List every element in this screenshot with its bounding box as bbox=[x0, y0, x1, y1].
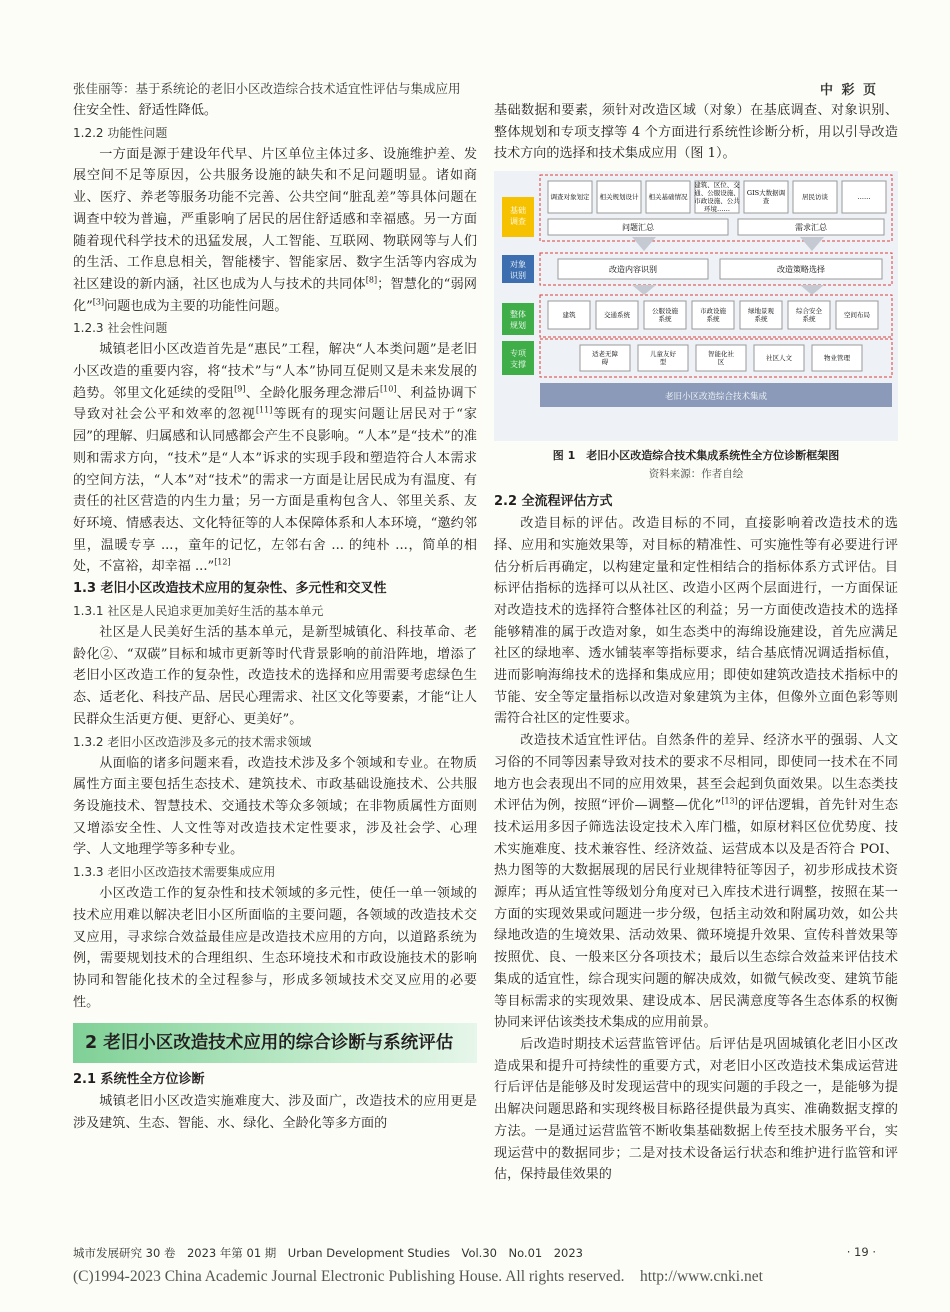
plan-item-text: 绿地景观系统 bbox=[748, 307, 774, 324]
figure-source: 资料来源：作者自绘 bbox=[648, 468, 744, 481]
subsection-heading-1-3-1: 1.3.1 社区是人民追求更加美好生活的基本单元 bbox=[73, 604, 324, 619]
paragraph: 社区是人民美好生活的基本单元，是新型城镇化、科技革命、老龄化②、“双碳”目标和城市更新等时代背景影响的前沿阵地，增添了老旧小区改造工作的复杂性，改造技术的选择和应用需要考虑绿色生态、适老化、科技产品、居民心理需求、社区文化等要素，才能“让人民群众生活更方便、更舒心、更美好”。 bbox=[73, 625, 477, 727]
citation[interactable]: [13] bbox=[721, 796, 738, 806]
paragraph: 基础数据和要素，须针对改造区域（对象）在基底调查、对象识别、整体规划和专项支撑等 4 个方面进行系统性诊断分析，用以引导改造技术方向的选择和技术集成应用（图 1）。 bbox=[494, 103, 898, 162]
paragraph: 从面临的诸多问题来看，改造技术涉及多个领域和专业。在物质属性方面主要包括生态技术、建筑技术、市政基础设施技术、公共服务设施技术、智慧技术、交通技术等众多领域；在非物质属性方面则又增添安全性、人文性等对改造技术定性要求，涉及社会学、心理学、人文地理学等多种专业。 bbox=[73, 755, 477, 858]
paragraph-functional: 一方面是源于建设年代早、片区单位主体过多、设施维护差、发展空间不足等原因，公共服务设施的缺失和不足问题明显。诸如商业、医疗、养老等服务功能不完善、公共空间“脏乱差”等具体问题在调查中较为普遍，严重影响了居民的居住舒适感和幸福感。另一方面随着现代科学技术的迅猛发展，人工智能、互联网、物联网等与人们的生活、工作息息相关，智能楼宇、智能家居、数字生活等内容成为社区建设的新内涵，社区也成为人与技术的共同体[8]；智慧化的“弱网化”[3]问题也成为主要的功能性问题。 bbox=[73, 146, 477, 314]
left-column bbox=[73, 100, 477, 1135]
plan-item-text: 综合安全系统 bbox=[796, 307, 822, 324]
citation[interactable]: [8] bbox=[365, 275, 378, 285]
integration-bar-text: 老旧小区改造综合技术集成 bbox=[664, 392, 768, 403]
citation[interactable]: [12] bbox=[214, 558, 231, 567]
plan-item-text: 市政设施系统 bbox=[700, 307, 726, 324]
section-heading-2-2: 2.2 全流程评估方式 bbox=[494, 494, 613, 510]
support-item-text: 儿童友好型 bbox=[650, 350, 676, 367]
plan-boxes bbox=[548, 301, 878, 329]
support-item-text: 社区人文 bbox=[766, 354, 792, 363]
right-column bbox=[494, 100, 898, 1186]
paragraph: 住安全性、舒适性降低。 bbox=[73, 103, 218, 118]
survey-item-text: …… bbox=[857, 193, 871, 202]
content-identify-text: 改造内容识别 bbox=[609, 265, 657, 275]
citation[interactable]: [10] bbox=[380, 384, 397, 394]
paragraph: 城镇老旧小区改造实施难度大、涉及面广，改造技术的应用更是涉及建筑、生态、智能、水、绿化、全龄化等多方面的 bbox=[73, 1094, 477, 1132]
demand-summary-text: 需求汇总 bbox=[795, 223, 827, 233]
figure-caption: 图 1 老旧小区改造综合技术集成系统性全方位诊断框架图 bbox=[552, 449, 840, 463]
citation[interactable]: [3] bbox=[92, 297, 105, 307]
plan-item-text: 空间布局 bbox=[844, 311, 870, 320]
section-heading-1-3: 1.3 老旧小区改造技术应用的复杂性、多元性和交叉性 bbox=[73, 581, 387, 597]
copyright-line[interactable]: (C)1994-2023 China Academic Journal Electronic Publishing House. All rights reserved. http://www.cnki.net bbox=[73, 1268, 763, 1285]
survey-boxes bbox=[548, 180, 886, 213]
figure-1-diagram bbox=[494, 171, 898, 441]
plan-item-text: 交通系统 bbox=[604, 311, 630, 320]
row-label-survey-text: 基础调查 bbox=[510, 206, 526, 227]
row-label-support bbox=[502, 341, 534, 375]
section-tag: 中 彩 页 bbox=[819, 83, 878, 98]
subsection-heading-1-3-2: 1.3.2 老旧小区改造涉及多元的技术需求领域 bbox=[73, 734, 312, 749]
survey-item-text: GIS大数据调查 bbox=[746, 189, 786, 206]
support-item-text: 智能化社区 bbox=[708, 350, 734, 367]
citation[interactable]: [9] bbox=[234, 384, 246, 394]
survey-item-text: 相关规划设计 bbox=[599, 193, 639, 202]
row-label-support-text: 专项支撑 bbox=[510, 349, 526, 370]
row-label-identify-text: 对象识别 bbox=[510, 260, 526, 281]
survey-item-text: 调查对象划定 bbox=[550, 193, 590, 202]
plan-item-text: 建筑 bbox=[562, 311, 576, 320]
plan-item-text: 公服设施系统 bbox=[652, 307, 678, 324]
paragraph: 后改造时期技术运营监管评估。后评估是巩固城镇化老旧小区改造成果和提升可持续性的重要方式，对老旧小区改造技术集成运营进行后评估是能够及时发现运营中的现实问题的手段之一，是能够为提出解决问题思路和实现终极目标路径提供最为真实、准确数据支撑的方法。一是通过运营监管不断收集基础数据上传至技术服务平台，实现运营中的数据同步；二是对技术设备运行状态和维护进行监管和评估，保持最佳效果的 bbox=[494, 1036, 898, 1183]
support-item-text: 适老无障碍 bbox=[592, 350, 618, 367]
running-title: 张佳丽等：基于系统论的老旧小区改造综合技术适宜性评估与集成应用 bbox=[73, 81, 461, 96]
survey-item-text: 相关基础情况 bbox=[648, 193, 688, 202]
paragraph: 改造技术适宜性评估。自然条件的差异、经济水平的强弱、人文习俗的不同等因素导致对技术的要求不尽相同，即使同一技术在不同地方也会表现出不同的应用效果，甚至会起到负面效果。以生态类技术评估为例，按照“评价—调整—优化”[13]的评估逻辑，首先针对生态技术运用多因子筛选法设定技术入库门槛，如原材料区位优势度、技术实施难度、技术兼容性、经济效益、运营成本以及是否符合 POI、热力图等的大数据展现的居民行业规律特征等因子，初步形成技术资源库；再从适宜性等级划分角度对已入库技术进行调整，按照在某一方面的实现效果或问题进一步分级，包括主动效和附属功效，如公共绿地改造的生境效果、活动效果、微环境提升效果、宣传科普效果等按照优、良、一般来区分各项技术；最后以生态综合效益来评估技术集成的适宜性，综合现实问题的解决成效，如微气候改变、建筑节能等目标需求的实现效果、建设成本、居民满意度等各生态体系的权衡协同来评估该类技术集成的应用前景。 bbox=[494, 733, 899, 1031]
subsection-heading-1-3-3: 1.3.3 老旧小区改造技术需要集成应用 bbox=[73, 865, 276, 880]
support-item-text: 物业管理 bbox=[824, 354, 850, 363]
citation[interactable]: [11] bbox=[255, 406, 273, 416]
paragraph-social: 城镇老旧小区改造首先是“惠民”工程，解决“人本类问题”是老旧小区改造的重要内容，将“技术”与“人本”协同互促则又是未来发展的趋势。邻里文化延续的受阻[9]、全龄化服务理念滞后[10]、利益协调下导致对社会公平和效率的忽视[11]等既有的现实问题让居民对于“家园”的理解、归属感和认同感都会产生不良影响。“人本”是“技术”的准则和需求方向，“技术”是“人本”诉求的实现手段和塑造符合人本需求的空间方法，“人本”对“技术”的需求一方面是让居民成为有温度、有责任的社区营造的内生力量；另一方面是重构包含人、邻里关系、友好环境、情感表达、文化特征等的人本保障体系和人本环境，“邀约邻里，温暖专享 ...，童年的记忆，左邻右舍 ... 的纯朴 ...，简单的相处，不富裕，却幸福 ...”[12] bbox=[73, 342, 478, 575]
section-heading-2-1: 2.1 系统性全方位诊断 bbox=[73, 1072, 205, 1088]
framework-diagram bbox=[494, 171, 898, 441]
subsection-heading-1-2-2: 1.2.2 功能性问题 bbox=[73, 125, 168, 140]
subsection-heading-1-2-3: 1.2.3 社会性问题 bbox=[73, 321, 168, 336]
section-banner-2: 2 老旧小区改造技术应用的综合诊断与系统评估 bbox=[73, 1023, 477, 1063]
strategy-select-text: 改造策略选择 bbox=[777, 265, 825, 275]
row-label-plan-text: 整体规划 bbox=[510, 310, 526, 331]
problem-summary-text: 问题汇总 bbox=[622, 223, 654, 233]
survey-item-text: 建筑、区位、交通、公服设施、市政设施、公共环境…… bbox=[694, 181, 740, 214]
row-label-plan bbox=[502, 303, 534, 335]
survey-item-text: 居民访谈 bbox=[802, 193, 828, 202]
page-number: · 19 · bbox=[846, 1245, 876, 1259]
paragraph: 小区改造工作的复杂性和技术领域的多元性，使任一单一领域的技术应用难以解决老旧小区所面临的主要问题，各领域的改造技术交叉应用，寻求综合效益最佳应是改造技术应用的方向，以道路系统为例，需要规划技术的合理组织、生态环境技术和市政设施技术的影响协同和智能化技术的全过程参与，形成多领域技术交叉应用的必要性。 bbox=[73, 886, 477, 1010]
support-boxes bbox=[580, 345, 862, 371]
journal-footer: 城市发展研究 30 卷 2023 年第 01 期 Urban Development Studies Vol.30 No.01 2023 bbox=[73, 1246, 583, 1260]
paragraph: 改造目标的评估。改造目标的不同，直接影响着改造技术的选择、应用和实施效果等，对目标的精准性、可实施性等有必要进行评估分析后再确定，以构建定量和定性相结合的指标体系方式评估。目标评估指标的选择可以从社区、改造小区两个层面进行，一方面保证对改造技术的选择符合整体社区的利益；另一方面使改造技术的选择能够精准的属于改造对象，如生态类中的海绵设施建设，首先应满足社区的绿地率、透水铺装率等指标要求，结合基底情况调适指标值，进而影响海绵技术的选择和集成应用；即使如建筑改造技术指标中的节能、安全等定量指标以改造对象建筑为主体，但像外立面色彩等则需符合社区的定性要求。 bbox=[494, 516, 898, 727]
